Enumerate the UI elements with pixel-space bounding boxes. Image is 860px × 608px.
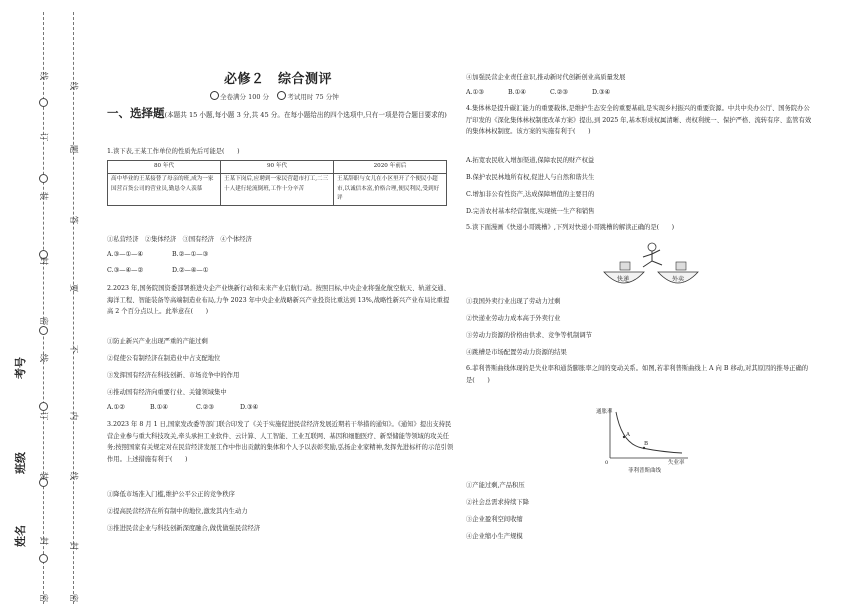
question-5-option: ①我国外卖行业出现了劳动力过剩 — [466, 298, 561, 305]
binding-hole — [39, 98, 48, 107]
choice-d: D.③④ — [592, 89, 611, 96]
choice-a: A.①② — [107, 404, 125, 411]
question-2-option: ③发挥国有经济在科技创新、市场竞争中的作用 — [107, 372, 240, 379]
margin-char: 订 — [38, 411, 48, 421]
clock-icon — [277, 91, 286, 100]
courier-cartoon — [596, 238, 706, 294]
page-title: 必修２ 综合测评 — [224, 72, 333, 87]
margin-char: 内 — [68, 411, 78, 421]
origin-label: 0 — [605, 460, 609, 466]
margin-char: 订 — [38, 132, 48, 142]
choice-d: D.完善农村基本经营制度,实现统一生产和销售 — [466, 208, 595, 215]
phillips-curve-chart — [592, 404, 692, 474]
question-2-option: ①防止新兴产业出现严重的产能过剩 — [107, 338, 208, 345]
choice-d: D.②—④—① — [172, 267, 209, 274]
choice-a: A.③—①—④ — [107, 251, 144, 258]
full-score: 全卷满分 100 分 — [220, 93, 270, 101]
choice-b: B.②—①—③ — [172, 251, 209, 258]
question-3-option: ①降低市场准入门槛,维护公平公正的竞争秩序 — [107, 491, 235, 498]
margin-char: 密 — [38, 316, 48, 326]
question-6-stem: 6.菲利普斯曲线体现的是失业率和通货膨胀率之间的变动关系。如图,若菲利普斯曲线上 A 向 B 移动,对其原因的推导正确的是( ) — [466, 365, 809, 384]
choice-b: B.①④ — [150, 404, 168, 411]
question-6-option: ②社会总需求持续下降 — [466, 499, 529, 506]
table-header: 80 年代 — [108, 161, 221, 174]
margin-char: 封 — [38, 536, 48, 546]
question-5-option: ②快递业劳动力成本高于外卖行业 — [466, 315, 561, 322]
choice-c: C.②③ — [550, 89, 568, 96]
x-axis-label: 失业率 — [668, 460, 685, 466]
y-axis-label: 通胀率 — [596, 409, 613, 415]
margin-char: 要 — [68, 283, 78, 293]
choice-d: D.③④ — [240, 404, 259, 411]
point-b-marker — [643, 447, 645, 449]
exam-time: 考试用时 75 分钟 — [287, 93, 339, 101]
margin-char: 密 — [68, 593, 78, 603]
question-2-stem: 2.2023 年,国务院国资委部署推进央企产业焕新行动和未来产业启航行动。按照目标,中央企业将强化航空航天、轨道交通、海洋工程、智能装备等高端制造业布局,力争 2023 年中央企业战略新兴产业投资比重达到 13%,战略性新兴产业布局比重提高 2 个百分点以上。此举意在( ) — [107, 285, 450, 316]
question-1-table — [107, 160, 447, 206]
question-2-option: ②促使公有制经济在制造业中占支配地位 — [107, 355, 221, 362]
question-6-option: ①产能过剩,产品积压 — [466, 482, 525, 489]
question-2-option: ④推动国有经济向重要行业、关键领域集中 — [107, 389, 227, 396]
binding-hole — [39, 326, 48, 335]
question-3-option: ③推进民营企业与科技创新深度融合,做优做强民营经济 — [107, 525, 261, 532]
margin-char: 封 — [68, 541, 78, 551]
choice-b: B.保护农民林地所有权,促进人与自然和谐共生 — [466, 174, 595, 181]
chart-caption: 菲利普斯曲线 — [628, 468, 662, 474]
margin-char: 密 — [38, 593, 48, 603]
question-3-option: ④加强民营企业责任意识,推动新时代创新创业高质量发展 — [466, 74, 626, 81]
margin-char: 不 — [68, 344, 78, 354]
question-6-option: ③企业盈利空间收缩 — [466, 516, 523, 523]
margin-char: 线 — [68, 471, 78, 481]
table-cell: 王某下岗后,应聘到一家民营超市打工,二三十人建行轮流倒班,工作十分辛苦 — [221, 174, 334, 206]
question-5-option: ④跳槽是市场配置劳动力资源的结果 — [466, 349, 567, 356]
student-id-label: 考号 — [14, 357, 27, 379]
choice-c: C.②③ — [196, 404, 214, 411]
binding-hole — [39, 554, 48, 563]
margin-char: 答 — [68, 215, 78, 225]
choice-c: C.增加非公有性资产,达成保障增值的主要目的 — [466, 191, 595, 198]
point-b-label: B — [644, 441, 649, 447]
section-instruction: (本题共 15 小题,每小题 3 分,共 45 分。在每小题给出的四个选项中,只有一项是符合题目要求的) — [164, 111, 447, 119]
margin-char: 装 — [38, 471, 48, 481]
point-a-marker — [623, 436, 625, 438]
point-a-label: A — [626, 432, 630, 438]
choice-b: B.①④ — [508, 89, 526, 96]
table-cell: 王某辞职与女儿在小区里开了个便民小超市,以诚信本富,价格合理,便民利民,受到好评 — [334, 174, 447, 206]
name-label: 姓名 — [14, 525, 27, 547]
table-cell: 高中毕业的王某接替了母亲的班,成为一家国营百货公司的营业员,勤恳令人羡慕 — [108, 174, 221, 206]
question-5-stem: 5.读下面漫画《快递小哥跳槽》,下列对快递小哥跳槽的解读正确的是( ) — [466, 224, 675, 231]
table-header: 90 年代 — [221, 161, 334, 174]
choice-a: A.拓宽农民收入增加渠道,保障农民的财产权益 — [466, 157, 595, 164]
question-3-option: ②提高民营经济在所有制中的地位,激发其内生动力 — [107, 508, 248, 515]
choice-a: A.①③ — [466, 89, 484, 96]
score-icon — [210, 91, 219, 100]
question-4-stem: 4.集体林是提升碳汇能力的重要载体,是维护生态安全的重要基础,是实现乡村振兴的重要资源。中共中央办公厅、国务院办公厅印发的《深化集体林权制度改革方案》提出,到 2025 年,基本形成权属清晰、责权利统一、保护严格、流转有序、监管有效的集体林权制度。该方案的实施有利于( ) — [466, 105, 812, 136]
question-5-option: ③劳动力资源的价格由供求、竞争等机制调节 — [466, 332, 592, 339]
question-3-stem: 3.2023 年 8 月 1 日,国家发改委等部门联合印发了《关于实施促进民营经济发展近期若干举措的通知》。《通知》提出支持民营企业参与重大科技攻关,牵头承担工业软件、云计算、人工智能、工业互联网、基因和细胞医疗、新型储能等领域的攻关任务;按照国家有关规定对在民营经济发展工作中作出贡献的集体和个人予以表彰奖励,弘扬企业家精神,发挥先进标杆的示范引领作用。上述措施有利于( ) — [107, 421, 454, 463]
margin-char: 线 — [38, 71, 48, 81]
margin-char: 封 — [38, 256, 48, 266]
inner-cut-line — [73, 12, 74, 604]
margin-char: 装 — [38, 191, 48, 201]
table-header: 2020 年前后 — [334, 161, 447, 174]
choice-c: C.③—④—② — [107, 267, 144, 274]
exam-meta — [210, 91, 339, 101]
question-6-option: ④企业缩小生产规模 — [466, 533, 523, 540]
cartoon-label-takeout: 外卖 — [672, 276, 685, 283]
section-heading — [107, 108, 457, 121]
margin-char: 线 — [68, 81, 78, 91]
margin-char: 线 — [38, 353, 48, 363]
margin-char: 题 — [68, 144, 78, 154]
binding-hole — [39, 174, 48, 183]
cartoon-label-courier: 快递 — [617, 276, 630, 283]
class-label: 班级 — [14, 452, 27, 474]
question-1-stem: 1.读下表,王某工作单位的性质先后可能是( ) — [107, 148, 240, 155]
question-1-options: ①私营经济 ②集体经济 ③国有经济 ④个体经济 — [107, 236, 252, 243]
section-title: 一、选择题 — [107, 106, 165, 120]
